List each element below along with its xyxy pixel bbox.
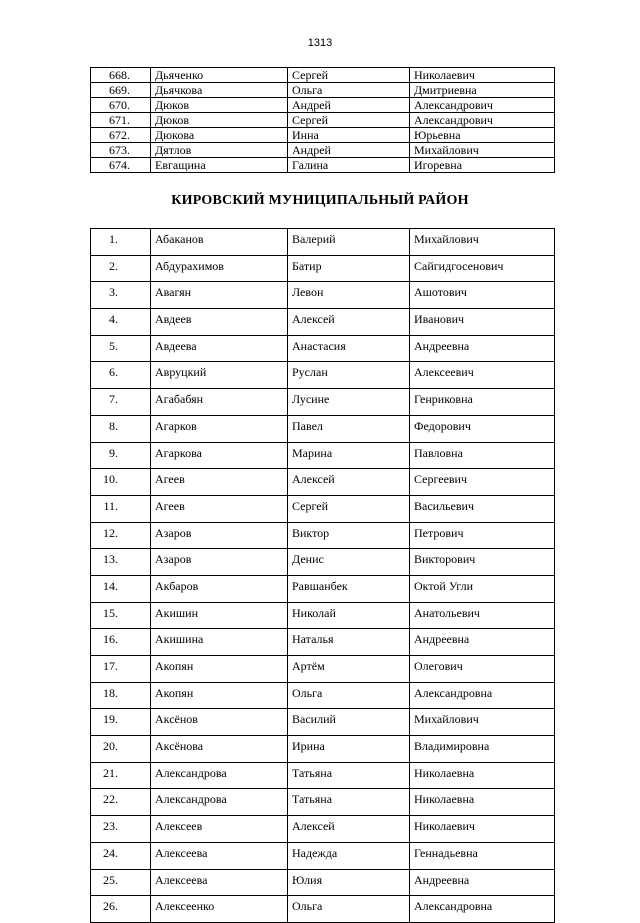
patronymic: Михайлович: [410, 709, 555, 736]
first-name: Инна: [288, 128, 410, 143]
patronymic: Петрович: [410, 522, 555, 549]
first-name: Николай: [288, 602, 410, 629]
row-number: 672.: [91, 128, 151, 143]
first-name: Виктор: [288, 522, 410, 549]
table-row: [91, 335, 555, 362]
patronymic: Владимировна: [410, 736, 555, 763]
table-row: [91, 68, 555, 83]
patronymic: Юрьевна: [410, 128, 555, 143]
patronymic: Михайлович: [410, 229, 555, 256]
last-name: Акбаров: [151, 575, 288, 602]
last-name: Алексеенко: [151, 896, 288, 923]
last-name: Аксёнов: [151, 709, 288, 736]
table-row: [91, 816, 555, 843]
table-row: [91, 229, 555, 256]
page-number: 1313: [307, 37, 333, 49]
patronymic: Николаевна: [410, 789, 555, 816]
table-row: [91, 682, 555, 709]
table-row: [91, 309, 555, 336]
patronymic: Николаевич: [410, 68, 555, 83]
patronymic: Александрович: [410, 113, 555, 128]
last-name: Евгащина: [151, 158, 288, 173]
patronymic: Николаевич: [410, 816, 555, 843]
first-name: Ольга: [288, 682, 410, 709]
first-name: Сергей: [288, 113, 410, 128]
row-number: 15.: [91, 602, 151, 629]
row-number: 1.: [91, 229, 151, 256]
last-name: Акишин: [151, 602, 288, 629]
last-name: Алексеева: [151, 869, 288, 896]
table-row: [91, 98, 555, 113]
last-name: Дюков: [151, 98, 288, 113]
patronymic: Генриковна: [410, 389, 555, 416]
table-row: [91, 495, 555, 522]
row-number: 6.: [91, 362, 151, 389]
first-name: Андрей: [288, 143, 410, 158]
first-name: Валерий: [288, 229, 410, 256]
section-title: КИРОВСКИЙ МУНИЦИПАЛЬНЫЙ РАЙОН: [171, 193, 469, 208]
table-row: [91, 113, 555, 128]
row-number: 8.: [91, 415, 151, 442]
table-row: [91, 415, 555, 442]
row-number: 21.: [91, 762, 151, 789]
row-number: 11.: [91, 495, 151, 522]
first-name: Ольга: [288, 896, 410, 923]
row-number: 13.: [91, 549, 151, 576]
last-name: Алексеев: [151, 816, 288, 843]
patronymic: Александрович: [410, 98, 555, 113]
last-name: Агабабян: [151, 389, 288, 416]
patronymic: Геннадьевна: [410, 842, 555, 869]
first-name: Надежда: [288, 842, 410, 869]
patronymic: Викторович: [410, 549, 555, 576]
row-number: 24.: [91, 842, 151, 869]
first-name: Лусине: [288, 389, 410, 416]
table-row: [91, 656, 555, 683]
patronymic: Васильевич: [410, 495, 555, 522]
patronymic: Дмитриевна: [410, 83, 555, 98]
first-name: Алексей: [288, 469, 410, 496]
patronymic: Андреевна: [410, 869, 555, 896]
row-number: 668.: [91, 68, 151, 83]
first-name: Павел: [288, 415, 410, 442]
table-row: [91, 762, 555, 789]
table-row: [91, 143, 555, 158]
last-name: Акопян: [151, 682, 288, 709]
last-name: Абаканов: [151, 229, 288, 256]
last-name: Авагян: [151, 282, 288, 309]
row-number: 671.: [91, 113, 151, 128]
last-name: Абдурахимов: [151, 255, 288, 282]
table-row: [91, 629, 555, 656]
last-name: Дюкова: [151, 128, 288, 143]
patronymic: Анатольевич: [410, 602, 555, 629]
table-row: [91, 549, 555, 576]
patronymic: Павловна: [410, 442, 555, 469]
row-number: 14.: [91, 575, 151, 602]
first-name: Наталья: [288, 629, 410, 656]
first-name: Руслан: [288, 362, 410, 389]
table-row: [91, 602, 555, 629]
first-name: Равшанбек: [288, 575, 410, 602]
last-name: Авдеева: [151, 335, 288, 362]
first-name: Левон: [288, 282, 410, 309]
row-number: 26.: [91, 896, 151, 923]
patronymic: Алексеевич: [410, 362, 555, 389]
first-name: Анастасия: [288, 335, 410, 362]
last-name: Авруцкий: [151, 362, 288, 389]
continued-names-table: [90, 67, 555, 173]
table-row: [91, 389, 555, 416]
row-number: 25.: [91, 869, 151, 896]
first-name: Ирина: [288, 736, 410, 763]
last-name: Агарков: [151, 415, 288, 442]
last-name: Дьячкова: [151, 83, 288, 98]
row-number: 19.: [91, 709, 151, 736]
district-names-table: [90, 228, 555, 923]
row-number: 669.: [91, 83, 151, 98]
first-name: Денис: [288, 549, 410, 576]
row-number: 674.: [91, 158, 151, 173]
patronymic: Ашотович: [410, 282, 555, 309]
first-name: Сергей: [288, 68, 410, 83]
last-name: Авдеев: [151, 309, 288, 336]
patronymic: Олегович: [410, 656, 555, 683]
last-name: Александрова: [151, 789, 288, 816]
row-number: 5.: [91, 335, 151, 362]
row-number: 23.: [91, 816, 151, 843]
row-number: 7.: [91, 389, 151, 416]
row-number: 20.: [91, 736, 151, 763]
first-name: Галина: [288, 158, 410, 173]
row-number: 9.: [91, 442, 151, 469]
patronymic: Андреевна: [410, 629, 555, 656]
last-name: Дятлов: [151, 143, 288, 158]
row-number: 4.: [91, 309, 151, 336]
first-name: Батир: [288, 255, 410, 282]
last-name: Алексеева: [151, 842, 288, 869]
last-name: Азаров: [151, 549, 288, 576]
table-row: [91, 736, 555, 763]
row-number: 2.: [91, 255, 151, 282]
first-name: Алексей: [288, 816, 410, 843]
table-row: [91, 442, 555, 469]
last-name: Дьяченко: [151, 68, 288, 83]
patronymic: Михайлович: [410, 143, 555, 158]
last-name: Аксёнова: [151, 736, 288, 763]
table-row: [91, 255, 555, 282]
table-row: [91, 896, 555, 923]
table-row: [91, 789, 555, 816]
last-name: Агеев: [151, 469, 288, 496]
last-name: Александрова: [151, 762, 288, 789]
first-name: Василий: [288, 709, 410, 736]
table-row: [91, 83, 555, 98]
table-row: [91, 842, 555, 869]
first-name: Марина: [288, 442, 410, 469]
patronymic: Сайгидгосенович: [410, 255, 555, 282]
row-number: 17.: [91, 656, 151, 683]
first-name: Андрей: [288, 98, 410, 113]
table-row: [91, 362, 555, 389]
first-name: Татьяна: [288, 762, 410, 789]
row-number: 10.: [91, 469, 151, 496]
last-name: Агаркова: [151, 442, 288, 469]
last-name: Азаров: [151, 522, 288, 549]
patronymic: Игоревна: [410, 158, 555, 173]
table-row: [91, 575, 555, 602]
row-number: 670.: [91, 98, 151, 113]
row-number: 18.: [91, 682, 151, 709]
patronymic: Николаевна: [410, 762, 555, 789]
first-name: Татьяна: [288, 789, 410, 816]
table-row: [91, 158, 555, 173]
row-number: 22.: [91, 789, 151, 816]
last-name: Дюков: [151, 113, 288, 128]
table-row: [91, 469, 555, 496]
first-name: Сергей: [288, 495, 410, 522]
first-name: Ольга: [288, 83, 410, 98]
last-name: Агеев: [151, 495, 288, 522]
row-number: 12.: [91, 522, 151, 549]
patronymic: Сергеевич: [410, 469, 555, 496]
first-name: Юлия: [288, 869, 410, 896]
table-row: [91, 709, 555, 736]
row-number: 673.: [91, 143, 151, 158]
first-name: Алексей: [288, 309, 410, 336]
row-number: 16.: [91, 629, 151, 656]
table-row: [91, 869, 555, 896]
patronymic: Иванович: [410, 309, 555, 336]
first-name: Артём: [288, 656, 410, 683]
table-row: [91, 522, 555, 549]
patronymic: Октой Угли: [410, 575, 555, 602]
patronymic: Александровна: [410, 896, 555, 923]
patronymic: Федорович: [410, 415, 555, 442]
patronymic: Александровна: [410, 682, 555, 709]
row-number: 3.: [91, 282, 151, 309]
last-name: Акишина: [151, 629, 288, 656]
patronymic: Андреевна: [410, 335, 555, 362]
last-name: Акопян: [151, 656, 288, 683]
table-row: [91, 128, 555, 143]
table-row: [91, 282, 555, 309]
